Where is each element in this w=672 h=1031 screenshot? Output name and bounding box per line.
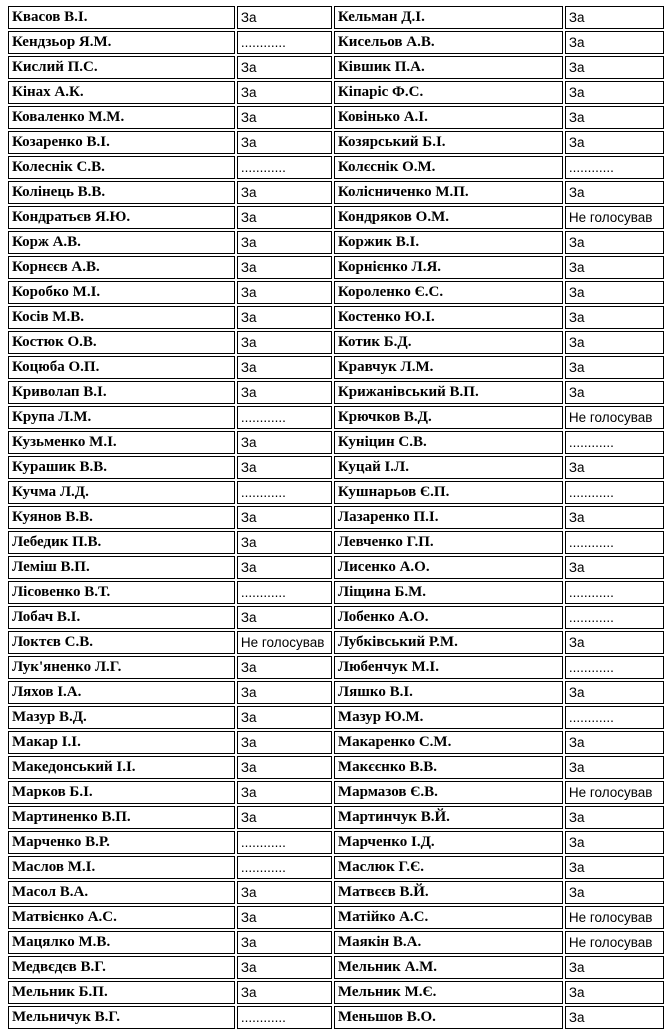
table-row [8,881,664,904]
vote-result-right: За [565,506,664,529]
vote-result-left: За [237,181,332,204]
table-row [8,31,664,54]
vote-result-left: За [237,731,332,754]
vote-result-left: За [237,56,332,79]
vote-result-left: За [237,381,332,404]
deputy-name-right: Козярський Б.І. [334,131,563,154]
vote-result-left: За [237,6,332,29]
deputy-name-right: Макєєнко В.В. [334,756,563,779]
vote-result-right: За [565,681,664,704]
vote-result-right: За [565,6,664,29]
deputy-name-left: Костюк О.В. [8,331,235,354]
deputy-name-right: Ківшик П.А. [334,56,563,79]
vote-result-left: ............ [237,406,332,429]
vote-result-left: За [237,356,332,379]
deputy-name-left: Курашик В.В. [8,456,235,479]
deputy-name-left: Матвієнко А.С. [8,906,235,929]
deputy-name-left: Коробко М.І. [8,281,235,304]
vote-result-left: За [237,206,332,229]
vote-result-right: За [565,1006,664,1029]
table-row [8,531,664,554]
deputy-name-right: Крижанівський В.П. [334,381,563,404]
vote-result-right: За [565,381,664,404]
deputy-name-left: Македонський І.І. [8,756,235,779]
deputy-name-left: Кислий П.С. [8,56,235,79]
deputy-name-right: Костенко Ю.І. [334,306,563,329]
table-row [8,6,664,29]
vote-result-right: За [565,181,664,204]
deputy-name-right: Кіпаріс Ф.С. [334,81,563,104]
vote-result-right: За [565,806,664,829]
vote-result-left: ............ [237,31,332,54]
deputy-name-left: Мацялко М.В. [8,931,235,954]
vote-result-left: За [237,506,332,529]
table-row [8,81,664,104]
vote-result-right: За [565,56,664,79]
table-row [8,356,664,379]
deputy-name-left: Мартиненко В.П. [8,806,235,829]
vote-result-left: За [237,956,332,979]
deputy-name-right: Куніцин С.В. [334,431,563,454]
table-row [8,1006,664,1029]
vote-result-right: За [565,456,664,479]
table-row [8,431,664,454]
vote-result-right: За [565,831,664,854]
deputy-name-left: Лебедик П.В. [8,531,235,554]
deputy-name-right: Колєснік О.М. [334,156,563,179]
deputy-name-left: Кузьменко М.І. [8,431,235,454]
table-row [8,781,664,804]
vote-result-right: За [565,856,664,879]
vote-result-right: ............ [565,431,664,454]
table-row [8,506,664,529]
deputy-name-left: Мельничук В.Г. [8,1006,235,1029]
vote-result-right: Не голосував [565,406,664,429]
table-row [8,106,664,129]
vote-result-left: За [237,281,332,304]
deputy-name-right: Лисенко А.О. [334,556,563,579]
vote-result-right: За [565,356,664,379]
vote-result-left: За [237,681,332,704]
deputy-name-right: Мармазов Є.В. [334,781,563,804]
deputy-name-left: Маслов М.І. [8,856,235,879]
vote-result-left: За [237,106,332,129]
table-row [8,481,664,504]
deputy-name-right: Кисельов А.В. [334,31,563,54]
deputy-name-left: Мельник Б.П. [8,981,235,1004]
vote-result-right: Не голосував [565,931,664,954]
table-row [8,806,664,829]
vote-result-right: За [565,231,664,254]
vote-result-left: ............ [237,831,332,854]
deputy-name-right: Меньшов В.О. [334,1006,563,1029]
deputy-name-left: Марченко В.Р. [8,831,235,854]
table-row [8,856,664,879]
deputy-name-right: Мельник М.Є. [334,981,563,1004]
deputy-name-left: Коцюба О.П. [8,356,235,379]
vote-result-left: За [237,981,332,1004]
deputy-name-left: Криволап В.І. [8,381,235,404]
table-row [8,606,664,629]
deputy-name-left: Квасов В.І. [8,6,235,29]
table-row [8,931,664,954]
table-row [8,306,664,329]
deputy-name-right: Ковінько А.І. [334,106,563,129]
vote-result-right: За [565,956,664,979]
deputy-name-left: Крупа Л.М. [8,406,235,429]
deputy-name-left: Корнєєв А.В. [8,256,235,279]
deputy-name-left: Колінець В.В. [8,181,235,204]
deputy-name-left: Лук'яненко Л.Г. [8,656,235,679]
table-row [8,181,664,204]
deputy-name-left: Медвєдєв В.Г. [8,956,235,979]
table-row [8,156,664,179]
deputy-name-right: Кондряков О.М. [334,206,563,229]
vote-result-left: За [237,806,332,829]
vote-result-left: За [237,256,332,279]
vote-result-left: За [237,81,332,104]
deputy-name-right: Корнієнко Л.Я. [334,256,563,279]
table-row [8,456,664,479]
table-row [8,956,664,979]
table-row [8,56,664,79]
vote-result-right: ............ [565,706,664,729]
deputy-name-right: Мельник А.М. [334,956,563,979]
vote-result-left: ............ [237,581,332,604]
deputy-name-right: Кравчук Л.М. [334,356,563,379]
deputy-name-left: Локтєв С.В. [8,631,235,654]
vote-result-right: За [565,331,664,354]
deputy-name-right: Ліщина Б.М. [334,581,563,604]
vote-result-right: За [565,131,664,154]
vote-result-left: За [237,656,332,679]
vote-result-right: За [565,281,664,304]
deputy-name-right: Крючков В.Д. [334,406,563,429]
vote-result-right: Не голосував [565,906,664,929]
deputy-name-right: Мартинчук В.Й. [334,806,563,829]
table-row [8,831,664,854]
vote-result-right: За [565,31,664,54]
vote-result-left: За [237,706,332,729]
deputy-name-left: Лісовенко В.Т. [8,581,235,604]
vote-result-left: За [237,131,332,154]
vote-table-body [8,6,664,1029]
vote-results-table [6,4,666,1031]
deputy-name-right: Короленко Є.С. [334,281,563,304]
deputy-name-left: Мазур В.Д. [8,706,235,729]
table-row [8,756,664,779]
deputy-name-right: Левченко Г.П. [334,531,563,554]
deputy-name-right: Колісниченко М.П. [334,181,563,204]
deputy-name-right: Котик Б.Д. [334,331,563,354]
deputy-name-left: Кінах А.К. [8,81,235,104]
deputy-name-right: Лубківський Р.М. [334,631,563,654]
table-row [8,281,664,304]
deputy-name-right: Кельман Д.І. [334,6,563,29]
vote-result-left: За [237,781,332,804]
deputy-name-right: Матвєєв В.Й. [334,881,563,904]
vote-result-left: ............ [237,481,332,504]
table-row [8,981,664,1004]
vote-result-right: За [565,556,664,579]
vote-result-right: ............ [565,531,664,554]
vote-result-left: За [237,306,332,329]
table-row [8,706,664,729]
vote-result-right: За [565,256,664,279]
deputy-name-right: Ляшко В.І. [334,681,563,704]
vote-result-right: ............ [565,656,664,679]
table-row [8,231,664,254]
vote-result-left: За [237,231,332,254]
table-row [8,656,664,679]
vote-result-right: За [565,731,664,754]
table-row [8,381,664,404]
table-row [8,581,664,604]
deputy-name-left: Лобач В.І. [8,606,235,629]
vote-result-left: За [237,456,332,479]
deputy-name-left: Макар І.І. [8,731,235,754]
vote-result-left: ............ [237,1006,332,1029]
deputy-name-right: Куцай І.Л. [334,456,563,479]
deputy-name-left: Масол В.А. [8,881,235,904]
vote-result-right: За [565,981,664,1004]
table-row [8,406,664,429]
table-row [8,556,664,579]
vote-result-left: За [237,606,332,629]
vote-result-right: ............ [565,606,664,629]
table-row [8,256,664,279]
vote-result-left: За [237,431,332,454]
vote-result-left: ............ [237,856,332,879]
deputy-name-right: Маякін В.А. [334,931,563,954]
deputy-name-left: Кондратьєв Я.Ю. [8,206,235,229]
vote-result-right: За [565,306,664,329]
vote-result-left: За [237,331,332,354]
deputy-name-left: Косів М.В. [8,306,235,329]
table-row [8,331,664,354]
deputy-name-right: Лобенко А.О. [334,606,563,629]
table-row [8,731,664,754]
table-row [8,906,664,929]
vote-result-right: Не голосував [565,206,664,229]
vote-result-right: ............ [565,156,664,179]
vote-result-left: За [237,531,332,554]
deputy-name-left: Марков Б.І. [8,781,235,804]
deputy-name-left: Куянов В.В. [8,506,235,529]
deputy-name-right: Кушнарьов Є.П. [334,481,563,504]
deputy-name-right: Макаренко С.М. [334,731,563,754]
table-row [8,631,664,654]
table-row [8,206,664,229]
deputy-name-left: Коваленко М.М. [8,106,235,129]
deputy-name-right: Матійко А.С. [334,906,563,929]
vote-result-left: Не голосував [237,631,332,654]
vote-result-left: За [237,931,332,954]
deputy-name-right: Лазаренко П.І. [334,506,563,529]
deputy-name-left: Кучма Л.Д. [8,481,235,504]
deputy-name-left: Кендзьор Я.М. [8,31,235,54]
vote-result-left: За [237,756,332,779]
vote-result-left: За [237,556,332,579]
deputy-name-left: Леміш В.П. [8,556,235,579]
table-row [8,131,664,154]
vote-result-left: ............ [237,156,332,179]
deputy-name-right: Марченко І.Д. [334,831,563,854]
deputy-name-left: Ляхов І.А. [8,681,235,704]
deputy-name-left: Корж А.В. [8,231,235,254]
vote-result-right: За [565,881,664,904]
vote-result-left: За [237,906,332,929]
deputy-name-right: Коржик В.І. [334,231,563,254]
deputy-name-right: Мазур Ю.М. [334,706,563,729]
vote-result-right: За [565,81,664,104]
vote-result-right: Не голосував [565,781,664,804]
vote-result-right: ............ [565,581,664,604]
deputy-name-right: Маслюк Г.Є. [334,856,563,879]
vote-result-right: За [565,756,664,779]
vote-result-right: За [565,631,664,654]
vote-result-right: ............ [565,481,664,504]
vote-result-right: За [565,106,664,129]
deputy-name-left: Козаренко В.І. [8,131,235,154]
table-row [8,681,664,704]
deputy-name-right: Любенчук М.І. [334,656,563,679]
deputy-name-left: Колеснік С.В. [8,156,235,179]
vote-result-left: За [237,881,332,904]
